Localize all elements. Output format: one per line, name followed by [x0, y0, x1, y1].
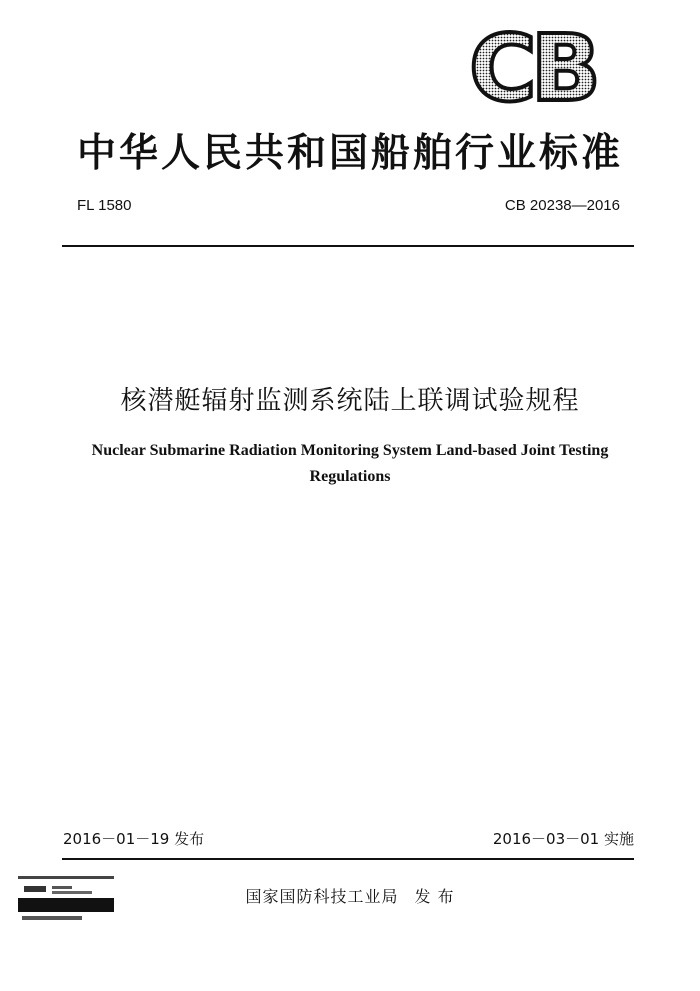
publisher — [0, 884, 700, 907]
english-title: Nuclear Submarine Radiation Monitoring System Land-based Joint Testing Regulations — [91, 442, 609, 485]
chinese-title: 核潜艇辐射监测系统陆上联调试验规程 — [120, 386, 580, 416]
bottom-divider — [62, 858, 634, 860]
cb-logo — [458, 30, 606, 106]
top-divider — [62, 245, 634, 247]
implementation-date: 2016－03－01 实施 — [492, 830, 634, 848]
classification-code: FL 1580 — [77, 197, 132, 214]
cb-logo-text: CB — [469, 30, 595, 106]
publisher-action: 发 布 — [414, 887, 455, 906]
standard-number: CB 20238—2016 — [504, 197, 620, 214]
main-title: 中华人民共和国船舶行业标准 — [76, 131, 623, 176]
publisher-name: 国家国防科技工业局 — [245, 887, 399, 906]
issue-date: 2016－01－19 发布 — [63, 830, 205, 848]
